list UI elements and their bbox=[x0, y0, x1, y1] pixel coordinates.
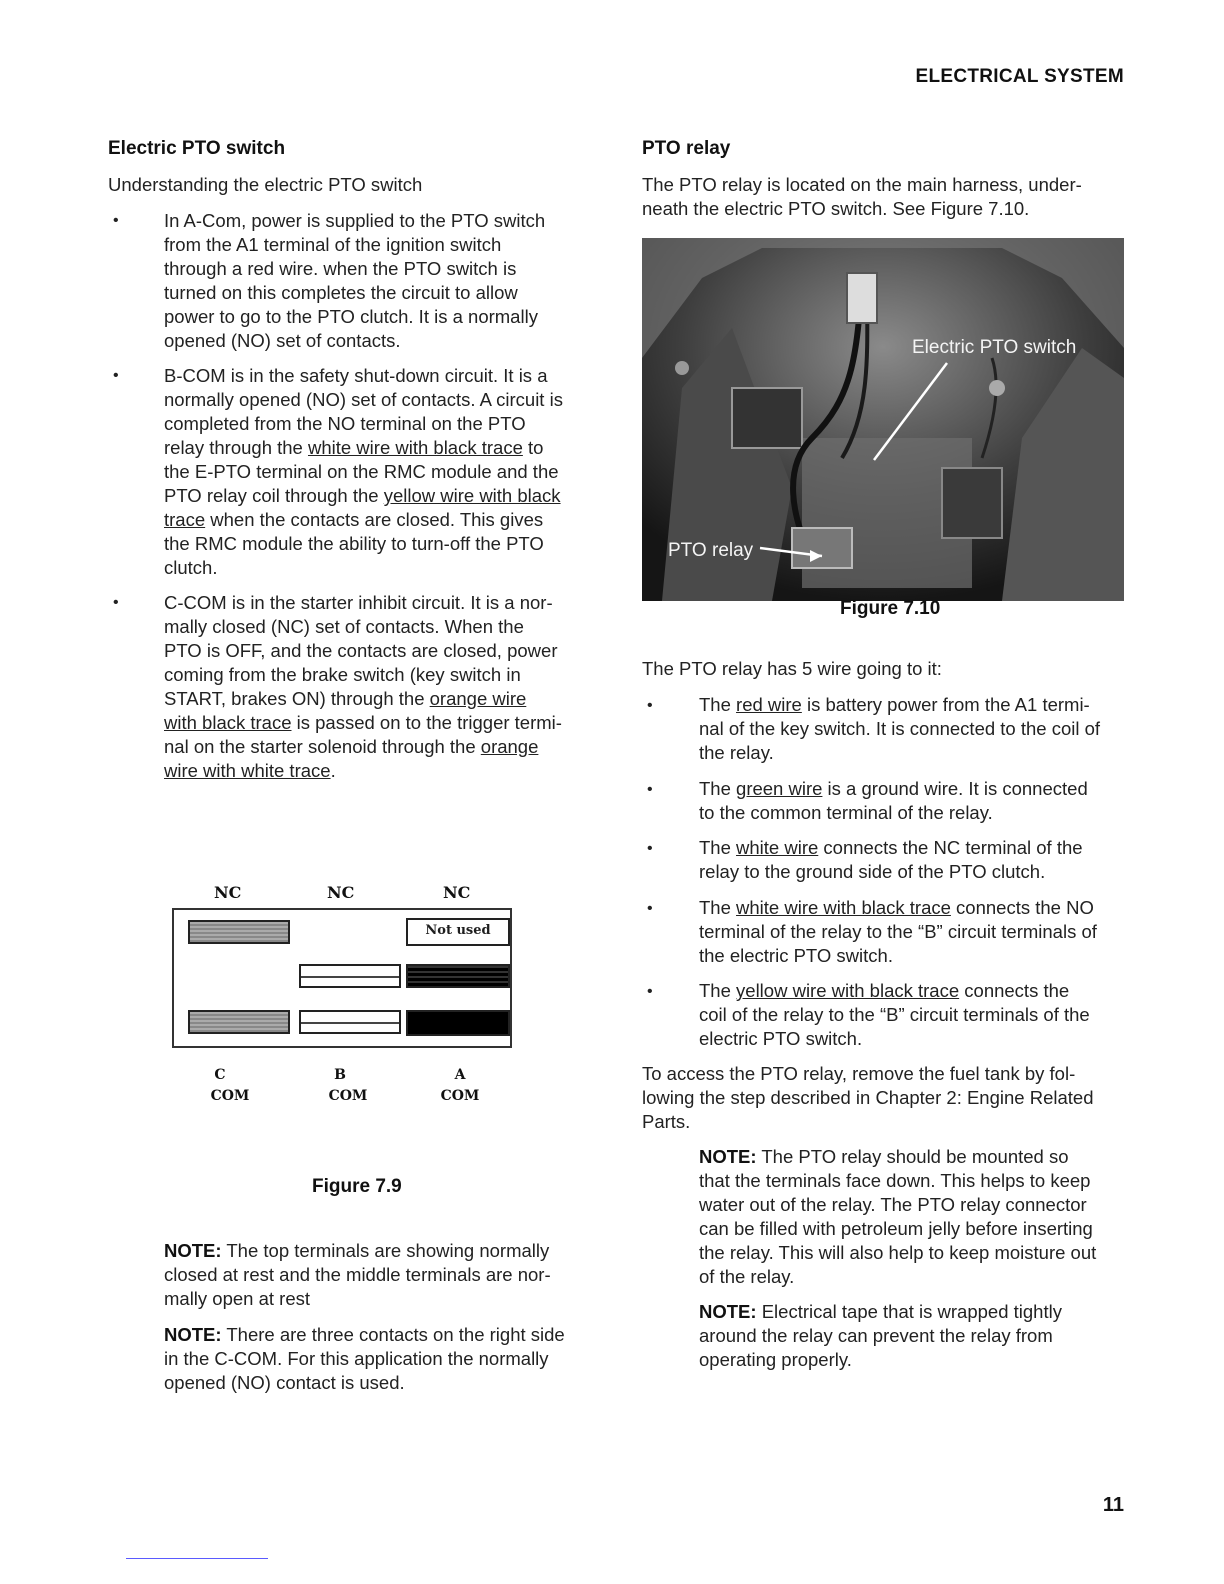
figure-caption-7-9: Figure 7.9 bbox=[312, 1176, 402, 1197]
wire-item-yellow-black-trace: The yellow wire with black trace connects the coil of the relay to the “B” circuit terminals of the electric PTO switch. bbox=[699, 980, 1090, 1049]
bullet-marker: • bbox=[647, 697, 653, 714]
wire-ref-orange-white-trace: orange bbox=[480, 736, 539, 757]
note-relay-mounting: NOTE: The PTO relay should be mounted so that the terminals face down. This helps to keep water out of the relay. The PTO relay connector can be filled with petroleum jelly before inserting the relay. This will also help to keep moisture out of the relay. bbox=[699, 1146, 1097, 1287]
terminal-c-com bbox=[188, 1010, 290, 1034]
bullet-marker: • bbox=[647, 900, 653, 917]
page-number: 11 bbox=[1102, 1494, 1124, 1516]
bullet-c-com: C-COM is in the starter inhibit circuit. It is a nor- mally closed (NC) set of contacts. When the PTO is OFF, and the contacts are closed, power coming from the brake switch (key switch in START, brakes ON) through the orange wire with black trace is passed on to the trigger termi- nal on the starter solenoid through the orange wire with white trace. bbox=[164, 592, 562, 781]
wire-item-green: The green wire is a ground wire. It is connected to the common terminal of the relay. bbox=[699, 778, 1088, 823]
terminal-label-nc-b: NC bbox=[327, 883, 355, 902]
wire-ref-white-black-trace-2: white wire with black trace bbox=[736, 897, 951, 918]
bullet-marker: • bbox=[113, 212, 119, 229]
note-electrical-tape: NOTE: Electrical tape that is wrapped tightly around the relay can prevent the relay from operating properly. bbox=[699, 1301, 1062, 1370]
wire-ref-red: red wire bbox=[736, 694, 802, 715]
bullet-b-com: B-COM is in the safety shut-down circuit. It is a normally opened (NO) set of contacts. A circuit is completed from the NO terminal on the PTO relay through the white wire with black trace to the E-PTO terminal on the RMC module and the PTO relay coil through the yellow wire with black trace when the contacts are closed. This gives the RMC module the ability to turn-off the PTO clutch. bbox=[164, 365, 563, 578]
terminal-com-c: COM bbox=[210, 1088, 250, 1104]
note-terminals-rest: NOTE: The top terminals are showing normally closed at rest and the middle terminals are nor- mally open at rest bbox=[164, 1240, 551, 1309]
footer-rule bbox=[126, 1558, 268, 1559]
intro-text: Understanding the electric PTO switch bbox=[108, 174, 423, 195]
bullet-marker: • bbox=[647, 983, 653, 1000]
wire-ref-yellow-black-trace-2: yellow wire with black trace bbox=[736, 980, 960, 1001]
terminal-a-com bbox=[406, 1010, 510, 1036]
terminal-a-nc-not-used: Not used bbox=[406, 918, 510, 946]
section-heading-electric-pto-switch: Electric PTO switch bbox=[108, 138, 286, 159]
running-header: ELECTRICAL SYSTEM bbox=[915, 66, 1124, 87]
relay-terminal-diagram bbox=[172, 908, 512, 1048]
pto-relay-intro: The PTO relay is located on the main harness, under- neath the electric PTO switch. See Figure 7.10. bbox=[642, 174, 1082, 219]
terminal-letter-b: B bbox=[334, 1067, 346, 1083]
terminal-b-no bbox=[299, 964, 401, 988]
wire-item-red: The red wire is battery power from the A1 termi- nal of the key switch. It is connected to the coil of the relay. bbox=[699, 694, 1101, 763]
figure-caption-7-10: Figure 7.10 bbox=[840, 598, 941, 619]
wire-ref-white: white wire bbox=[736, 837, 819, 858]
access-instructions: To access the PTO relay, remove the fuel tank by fol- lowing the step described in Chapter 2: Engine Related Parts. bbox=[642, 1063, 1094, 1132]
bullet-marker: • bbox=[113, 594, 119, 611]
photo-pto-relay-location bbox=[642, 238, 1124, 601]
bullet-a-com: In A-Com, power is supplied to the PTO switch from the A1 terminal of the ignition switch through a red wire. when the PTO switch is turned on this completes the circuit to allow power to go to the PTO clutch. It is a normally opened (NO) set of contacts. bbox=[164, 210, 546, 351]
wires-intro: The PTO relay has 5 wire going to it: bbox=[642, 658, 942, 679]
terminal-com-b: COM bbox=[328, 1088, 368, 1104]
section-heading-pto-relay: PTO relay bbox=[642, 138, 731, 159]
terminal-label-nc-a: NC bbox=[443, 883, 471, 902]
terminal-c-nc bbox=[188, 920, 290, 944]
wire-ref-yellow-black-trace: yellow wire with black bbox=[383, 485, 561, 506]
photo-label-pto-relay: PTO relay bbox=[668, 540, 754, 561]
wire-ref-green: green wire bbox=[736, 778, 823, 799]
wire-ref-white-black-trace: white wire with black trace bbox=[307, 437, 523, 458]
wire-item-white-black-trace: The white wire with black trace connects the NO terminal of the relay to the “B” circuit terminals of the electric PTO switch. bbox=[699, 897, 1097, 966]
photo-label-electric-pto-switch: Electric PTO switch bbox=[912, 337, 1077, 358]
bullet-marker: • bbox=[647, 840, 653, 857]
terminal-a-no bbox=[406, 964, 510, 988]
terminal-com-a: COM bbox=[440, 1088, 480, 1104]
terminal-label-nc-c: NC bbox=[214, 883, 242, 902]
bullet-marker: • bbox=[113, 367, 119, 384]
wire-item-white: The white wire connects the NC terminal of the relay to the ground side of the PTO clutch. bbox=[699, 837, 1083, 882]
terminal-b-com bbox=[299, 1010, 401, 1034]
bullet-marker: • bbox=[647, 781, 653, 798]
note-c-com-contacts: NOTE: There are three contacts on the right side in the C-COM. For this application the normally opened (NO) contact is used. bbox=[164, 1324, 565, 1393]
terminal-letter-a: A bbox=[454, 1067, 466, 1083]
terminal-letter-c: C bbox=[214, 1067, 226, 1083]
wire-ref-orange-black-trace: orange wire bbox=[429, 688, 527, 709]
